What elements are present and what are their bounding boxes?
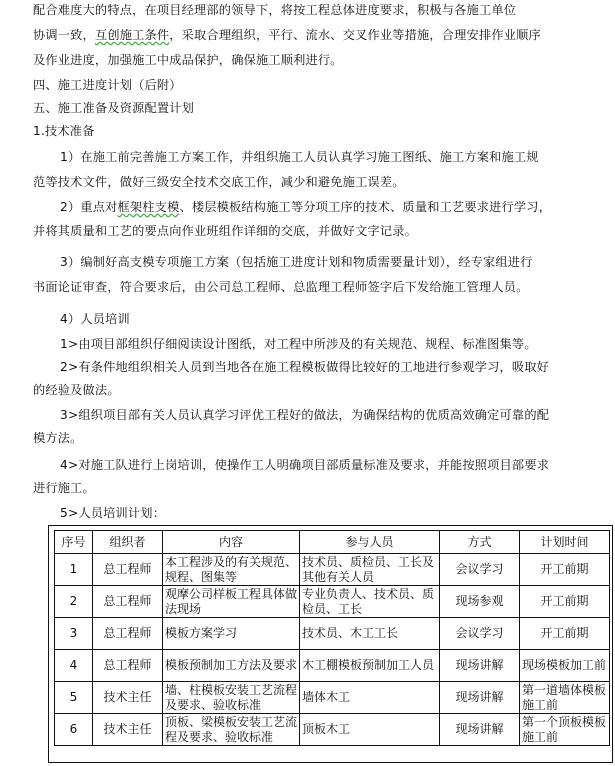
table-cell: 总工程师 (93, 618, 163, 650)
table-cell: 模板预制加工方法及要求 (163, 650, 300, 682)
text: 的经验及做法。 (33, 383, 120, 397)
table-cell: 技术员、木工工长 (300, 618, 440, 650)
table-cell: 会议学习 (440, 618, 520, 650)
header-cell-content: 内容 (163, 531, 300, 554)
table-cell: 技术主任 (93, 714, 163, 746)
paragraph-line (33, 51, 343, 69)
table-cell: 木工棚模板预制加工人员 (300, 650, 440, 682)
header-cell-organizer: 组织者 (93, 531, 163, 554)
sub-heading (33, 122, 95, 140)
table-row (55, 554, 610, 586)
table-cell: 现场参观 (440, 586, 520, 618)
table-cell: 技术主任 (93, 682, 163, 714)
text: 模方法。 (33, 431, 83, 445)
paragraph-line (33, 222, 417, 240)
paragraph-line (60, 504, 165, 522)
text: 4）人员培训 (60, 312, 130, 326)
text: 五、施工准备及资源配置计划 (33, 101, 195, 115)
paragraph-line (60, 406, 549, 424)
text: 3）编制好高支模专项施工方案（包括施工进度计划和物质需要量计划），经专家组进行 (60, 255, 533, 269)
sub-heading (60, 310, 130, 328)
paragraph-line (60, 358, 549, 376)
text: 进行施工。 (33, 481, 95, 495)
table-cell: 现场模板加工前 (520, 650, 610, 682)
header-cell-method: 方式 (440, 531, 520, 554)
table-cell: 开工前期 (520, 586, 610, 618)
table-cell: 现场讲解 (440, 682, 520, 714)
paragraph-line (33, 173, 405, 191)
table-row (55, 586, 610, 618)
paragraph-line (60, 253, 533, 271)
table-cell: 现场讲解 (440, 650, 520, 682)
text: 协调一致， (33, 28, 95, 42)
paragraph-line (33, 429, 83, 447)
paragraph-line (60, 148, 539, 166)
text: 1>由项目部组织仔细阅读设计图纸，对工程中所涉及的有关规范、规程、标准图集等。 (60, 337, 537, 351)
text: 1.技术准备 (33, 124, 95, 138)
paragraph-line (33, 26, 541, 44)
table-cell: 顶板木工 (300, 714, 440, 746)
table-cell: 第一个顶板模板施工前 (520, 714, 610, 746)
paragraph-line (60, 456, 549, 474)
table-cell: 观摩公司样板工程具体做法现场 (163, 586, 300, 618)
text: 2>有条件地组织相关人员到当地各在施工程模板做得比较好的工地进行参观学习，吸取好 (60, 360, 550, 374)
text: 1）在施工前完善施工方案工作，并组织施工人员认真学习施工图纸、施工方案和施工规 (60, 150, 539, 164)
paragraph-line (33, 381, 120, 399)
table-cell: 2 (55, 586, 93, 618)
paragraph-line (33, 479, 95, 497)
table-cell: 开工前期 (520, 554, 610, 586)
table-cell: 专业负责人、技术员、质检员、工长 (300, 586, 440, 618)
header-cell-schedule: 计划时间 (520, 531, 610, 554)
table-cell: 技术员、质检员、工长及其他有关人员 (300, 554, 440, 586)
table-cell: 墙体木工 (300, 682, 440, 714)
text: 四、施工进度计划（后附） (33, 78, 182, 92)
section-heading (33, 99, 194, 117)
text: 配合难度大的特点，在项目经理部的领导下，将按工程总体进度要求，积极与各施工单位 (33, 3, 517, 17)
text: 5>人员培训计划： (60, 506, 166, 520)
spell-check-marked-text: 框架柱支模 (117, 200, 180, 214)
table-cell: 顶板、梁模板安装工艺流程及要求、验收标准 (163, 714, 300, 746)
table-cell: 墙、柱模板安装工艺流程及要求、验收标准 (163, 682, 300, 714)
table-cell: 模板方案学习 (163, 618, 300, 650)
table-cell: 第一道墙体模板施工前 (520, 682, 610, 714)
text: 3>组织项目部有关人员认真学习评优工程好的做法，为确保结构的优质高效确定可靠的配 (60, 408, 550, 422)
table-cell: 总工程师 (93, 586, 163, 618)
text: 及作业进度，加强施工中成品保护，确保施工顺利进行。 (33, 53, 343, 67)
text: 范等技术文件，做好三级安全技术交底工作，减少和避免施工误差。 (33, 175, 405, 189)
text: 4>对施工队进行上岗培训，使操作工人明确项目部质量标准及要求，并能按照项目部要求 (60, 458, 550, 472)
paragraph-line (33, 1, 516, 19)
table-cell: 现场讲解 (440, 714, 520, 746)
header-cell-participants: 参与人员 (300, 531, 440, 554)
table-cell: 1 (55, 554, 93, 586)
table-cell: 会议学习 (440, 554, 520, 586)
table-row (55, 618, 610, 650)
table-cell: 5 (55, 682, 93, 714)
text: 书面论证审查，符合要求后，由公司总工程师、总监理工程师签字后下发给施工管理人员。 (33, 280, 529, 294)
table-header-row (55, 531, 610, 554)
text: 并将其质量和工艺的要点向作业班组作详细的交底，并做好文字记录。 (33, 224, 418, 238)
paragraph-line (60, 335, 537, 353)
table-cell: 3 (55, 618, 93, 650)
text: 2）重点对 (60, 200, 118, 214)
table-cell: 总工程师 (93, 650, 163, 682)
header-cell-index: 序号 (55, 531, 93, 554)
table-cell: 6 (55, 714, 93, 746)
table-cell: 4 (55, 650, 93, 682)
spell-check-marked-text: 互创施工条件 (94, 28, 170, 42)
table-cell: 总工程师 (93, 554, 163, 586)
paragraph-line (60, 198, 551, 216)
text: 、楼层模板结构施工等分项工序的技术、质量和工艺要求进行学习， (179, 200, 552, 214)
table-row (55, 650, 610, 682)
paragraph-line (33, 278, 529, 296)
table-cell: 开工前期 (520, 618, 610, 650)
table-row (55, 682, 610, 714)
section-heading (33, 76, 182, 94)
table-row (55, 714, 610, 746)
table-cell: 本工程涉及的有关规范、规程、图集等 (163, 554, 300, 586)
training-plan-table (54, 530, 610, 746)
text: ，采取合理组织，平行、流水、交叉作业等措施，合理安排作业顺序 (169, 28, 541, 42)
